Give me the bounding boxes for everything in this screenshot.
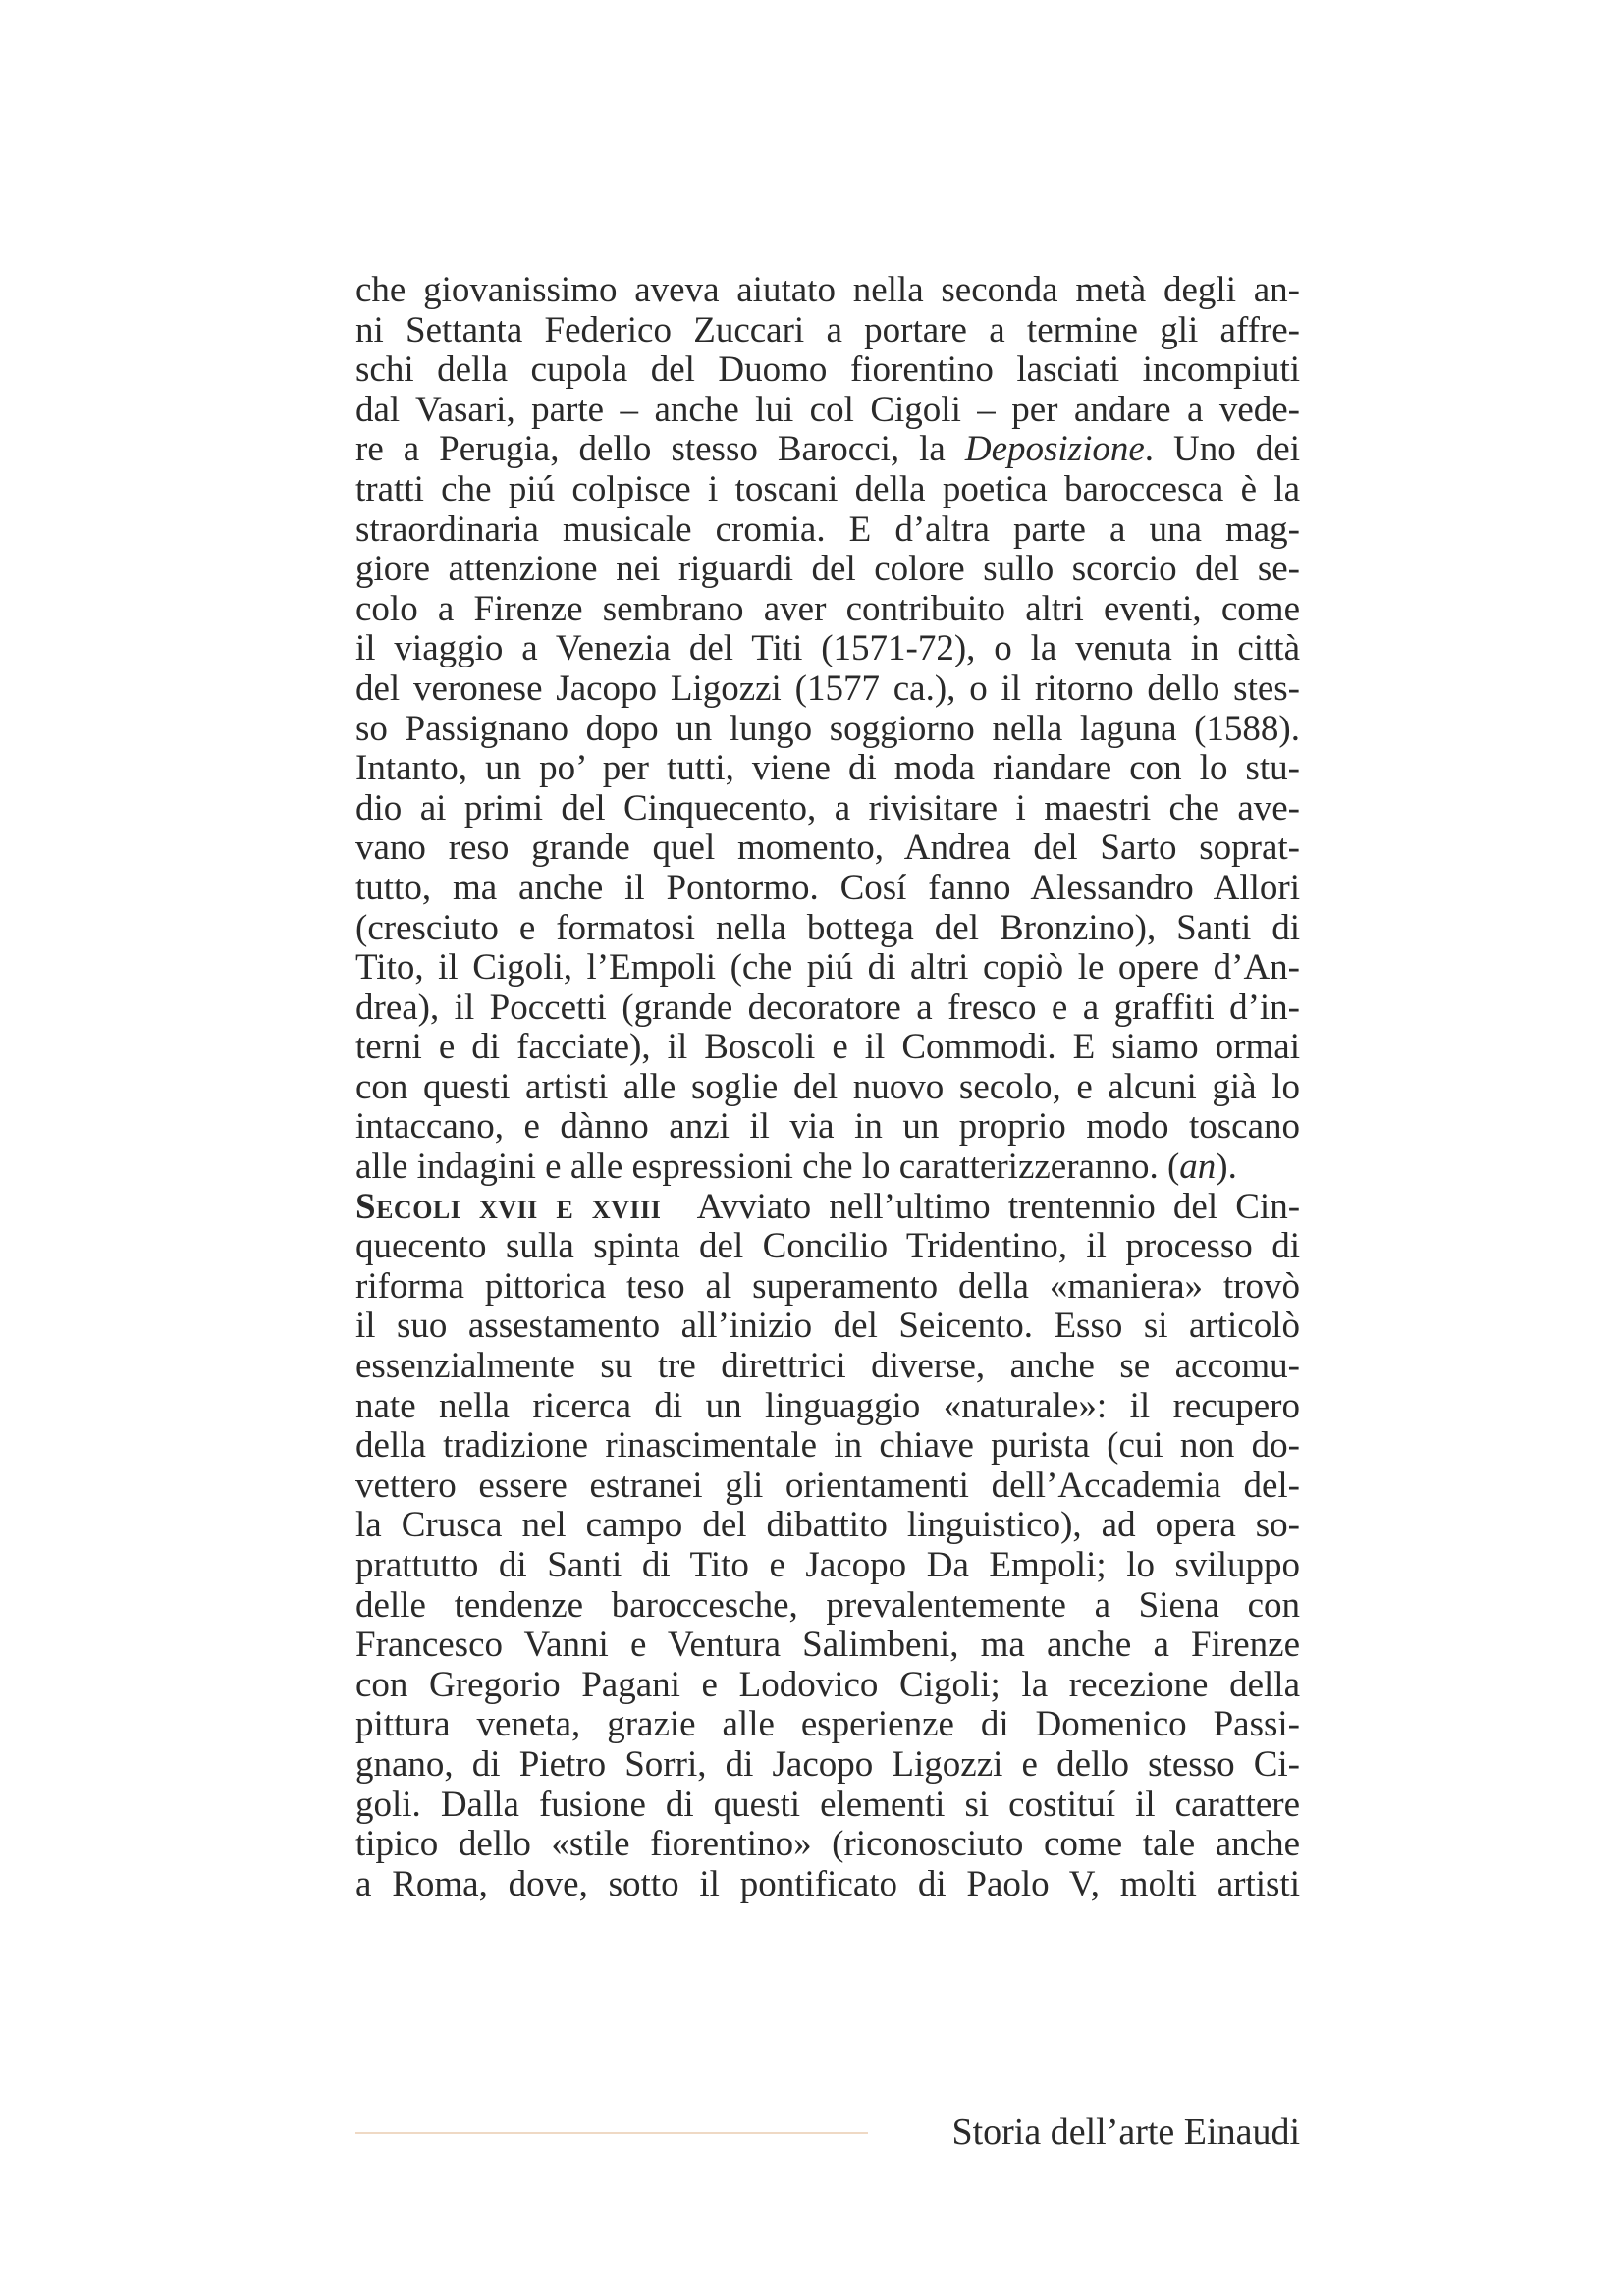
author-initials: an [1179, 1147, 1217, 1188]
text-line: drea), il Poccetti (grande decoratore a fresco e a graffiti d’in- [355, 987, 1300, 1028]
text-line: gnano, di Pietro Sorri, di Jacopo Ligozzi e dello stesso Ci- [355, 1743, 1300, 1785]
text-line: dio ai primi del Cinquecento, a rivisitare i maestri che ave- [355, 787, 1300, 828]
text-line: dal Vasari, parte – anche lui col Cigoli – per andare a vede- [355, 389, 1300, 430]
text-line: pittura veneta, grazie alle esperienze di Domenico Passi- [355, 1704, 1300, 1745]
text-line: della tradizione rinascimentale in chiave purista (cui non do- [355, 1425, 1300, 1467]
text-line: Francesco Vanni e Ventura Salimbeni, ma anche a Firenze [355, 1625, 1300, 1666]
text-line: terni e di facciate), il Boscoli e il Commodi. E siamo ormai [355, 1027, 1300, 1068]
text-line: riforma pittorica teso al superamento della «maniera» trovò [355, 1265, 1300, 1307]
text-line: tratti che piú colpisce i toscani della poetica baroccesca è la [355, 468, 1300, 509]
text-line: il viaggio a Venezia del Titi (1571-72), o la venuta in città [355, 628, 1300, 669]
text-segment: re a Perugia, dello stesso Barocci, la [355, 429, 965, 470]
text-line: goli. Dalla fusione di questi elementi si costituí il carattere [355, 1784, 1300, 1825]
text-line: so Passignano dopo un lungo soggiorno nella laguna (1588). [355, 708, 1300, 749]
text-line [355, 1148, 1300, 1188]
text-line: la Crusca nel campo del dibattito linguistico), ad opera so- [355, 1505, 1300, 1546]
text-line: con questi artisti alle soglie del nuovo secolo, e alcuni già lo [355, 1066, 1300, 1107]
text-line: schi della cupola del Duomo fiorentino lasciati incompiuti [355, 349, 1300, 391]
text-line: che giovanissimo aveva aiutato nella seconda metà degli an- [355, 270, 1300, 310]
text-segment: alle indagini e alle espressioni che lo caratterizzeranno. ( [355, 1147, 1180, 1188]
text-line: prattutto di Santi di Tito e Jacopo Da Empoli; lo sviluppo [355, 1545, 1300, 1585]
text-line: del veronese Jacopo Ligozzi (1577 ca.), o il ritorno dello stes- [355, 667, 1300, 709]
text-line: Tito, il Cigoli, l’Empoli (che piú di altri copiò le opere d’An- [355, 947, 1300, 988]
text-line: tutto, ma anche il Pontormo. Cosí fanno Alessandro Allori [355, 867, 1300, 908]
text-line: intaccano, e dànno anzi il via in un proprio modo toscano [355, 1106, 1300, 1148]
footer-rule [355, 2132, 868, 2134]
artwork-title: Deposizione [964, 429, 1145, 470]
text-line: colo a Firenze sembrano aver contribuito altri eventi, come [355, 588, 1300, 629]
text-line: il suo assestamento all’inizio del Seicento. Esso si articolò [355, 1306, 1300, 1347]
section-heading: Secoli xvii e xviii [355, 1186, 662, 1227]
text-segment: . Uno dei [1144, 429, 1300, 470]
text-line: (cresciuto e formatosi nella bottega del Bronzino), Santi di [355, 907, 1300, 948]
text-line: vettero essere estranei gli orientamenti dell’Accademia del- [355, 1465, 1300, 1506]
text-line: ni Settanta Federico Zuccari a portare a termine gli affre- [355, 309, 1300, 350]
text-line [355, 430, 1300, 470]
text-line: straordinaria musicale cromia. E d’altra parte a una mag- [355, 508, 1300, 550]
section-heading-line [355, 1188, 1300, 1228]
text-segment: ). [1216, 1147, 1237, 1188]
text-line: nate nella ricerca di un linguaggio «naturale»: il recupero [355, 1385, 1300, 1426]
text-line: giore attenzione nei riguardi del colore sullo scorcio del se- [355, 549, 1300, 590]
footer-book-title: Storia dell’arte Einaudi [951, 2111, 1300, 2153]
text-segment: Avviato nell’ultimo trentennio del Cin- [696, 1186, 1301, 1227]
text-line: Intanto, un po’ per tutti, viene di moda riandare con lo stu- [355, 748, 1300, 789]
text-line: con Gregorio Pagani e Lodovico Cigoli; la recezione della [355, 1664, 1300, 1705]
text-line: essenzialmente su tre direttrici diverse, anche se accomu- [355, 1346, 1300, 1387]
page-footer [355, 2110, 1300, 2160]
page-body-text [355, 271, 1300, 1904]
text-line: delle tendenze baroccesche, prevalentemente a Siena con [355, 1584, 1300, 1626]
text-line: a Roma, dove, sotto il pontificato di Paolo V, molti artisti [355, 1863, 1300, 1904]
text-line: tipico dello «stile fiorentino» (riconosciuto come tale anche [355, 1824, 1300, 1865]
text-line: vano reso grande quel momento, Andrea del Sarto soprat- [355, 828, 1300, 869]
text-line: quecento sulla spinta del Concilio Tridentino, il processo di [355, 1226, 1300, 1267]
